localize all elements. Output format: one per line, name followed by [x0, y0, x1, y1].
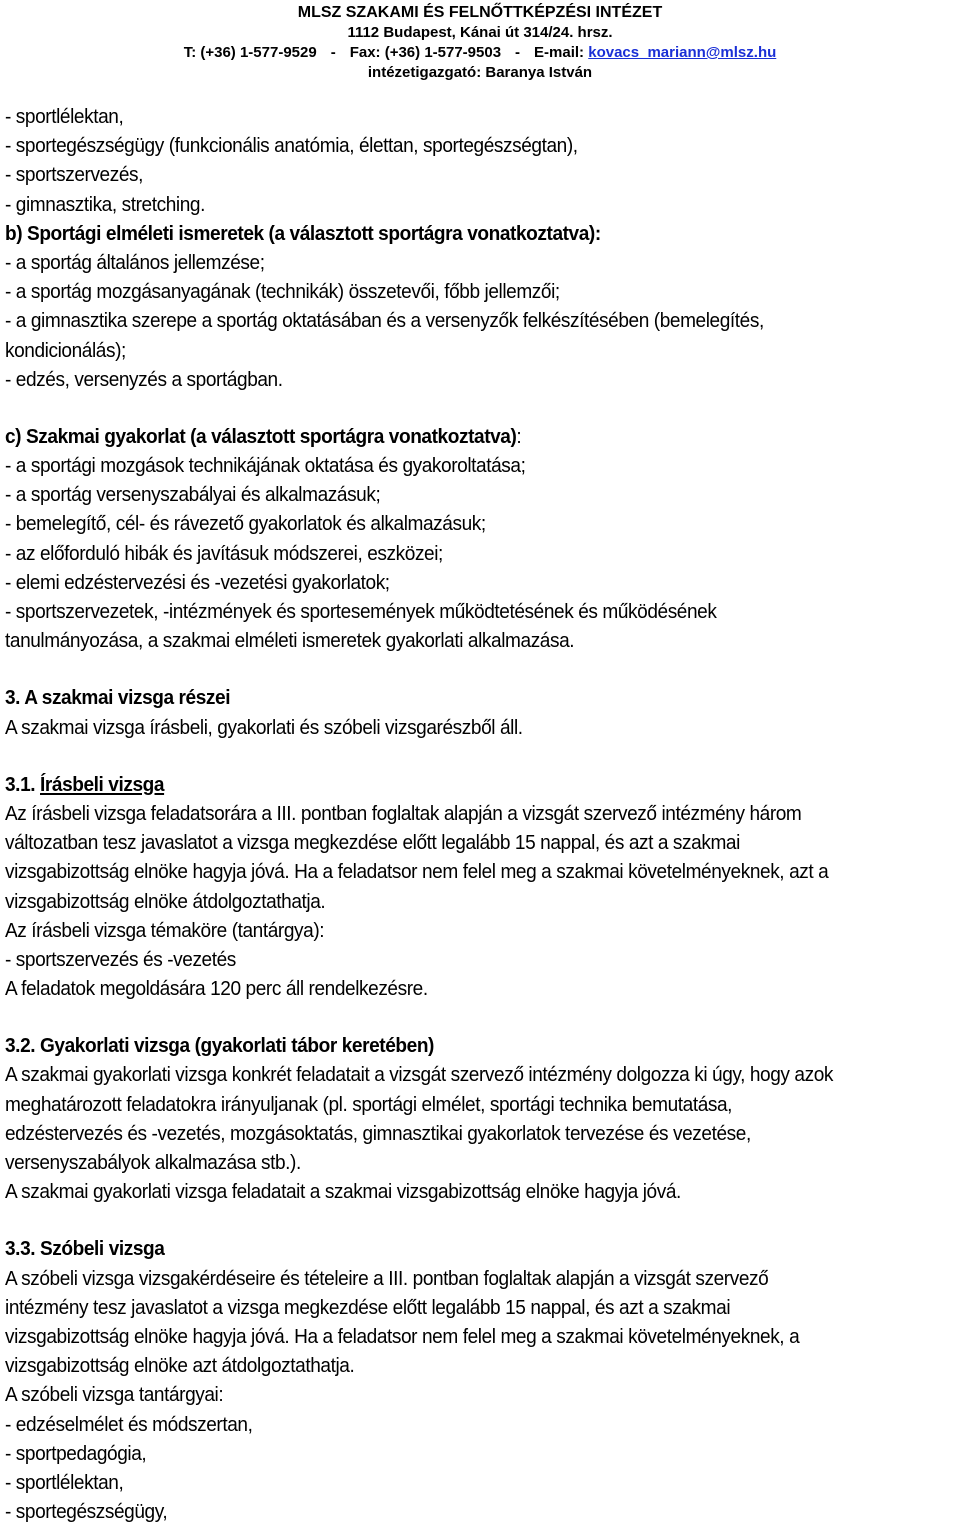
institution-address: 1112 Budapest, Kánai út 314/24. hrsz.	[347, 24, 613, 41]
paragraph-line: A szóbeli vizsga tantárgyai:	[5, 1383, 224, 1407]
list-item: - a sportág versenyszabályai és alkalmazásuk;	[5, 483, 381, 507]
section-heading: 3.2. Gyakorlati vizsga (gyakorlati tábor keretében)	[5, 1034, 434, 1058]
list-item: - sportlélektan,	[5, 105, 124, 128]
spacer	[5, 655, 893, 683]
section-heading-colon: :	[516, 424, 522, 448]
paragraph-line: vizsgabizottság elnöke hagyja jóvá. Ha a feladatsor nem felel meg a szakmai követelményeknek, azt a	[5, 860, 829, 884]
paragraph-line: változatban tesz javaslatot a vizsga megkezdése előtt legalább 15 nappal, és azt a szakmai	[5, 831, 740, 855]
phone-number: T: (+36) 1-577-9529	[183, 44, 317, 61]
list-item: - az előforduló hibák és javításuk módszerei, eszközei;	[5, 541, 443, 565]
list-item: - sportszervezés és -vezetés	[5, 947, 236, 971]
section-b	[5, 219, 893, 394]
list-item: - sportszervezés,	[5, 163, 144, 187]
section-3-3	[5, 1234, 893, 1526]
paragraph-line: vizsgabizottság elnöke átdolgoztathatja.	[5, 889, 326, 913]
spacer	[5, 394, 893, 422]
director-name: intézetigazgató: Baranya István	[367, 64, 593, 81]
section-heading	[5, 770, 893, 799]
section-c	[5, 422, 893, 656]
list-item-continuation: tanulmányozása, a szakmai elméleti ismeretek gyakorlati alkalmazása.	[5, 629, 575, 653]
list-a-end	[5, 102, 893, 219]
section-heading: 3. A szakmai vizsga részei	[5, 686, 231, 710]
paragraph-line: A szakmai vizsga írásbeli, gyakorlati és szóbeli vizsgarészből áll.	[5, 715, 523, 739]
list-item: - sportegészségügy (funkcionális anatómia, élettan, sportegészségtan),	[5, 134, 578, 158]
list-item: - a sportág általános jellemzése;	[5, 250, 265, 274]
paragraph-line: A szakmai gyakorlati vizsga konkrét feladatait a vizsgát szervező intézmény dolgozza ki úgy, hogy azok	[5, 1063, 834, 1087]
paragraph-line: A szakmai gyakorlati vizsga feladatait a szakmai vizsgabizottság elnöke hagyja jóvá.	[5, 1180, 681, 1204]
contact-separator: -	[515, 44, 521, 61]
list-item: - a gimnasztika szerepe a sportág oktatásában és a versenyzők felkészítésében (bemelegítés,	[5, 309, 764, 333]
contact-separator: -	[330, 44, 336, 61]
section-3-2	[5, 1031, 893, 1206]
section-heading-text: c) Szakmai gyakorlat (a választott sportágra vonatkoztatva)	[5, 424, 517, 448]
spacer	[5, 1206, 893, 1234]
list-item-continuation: kondicionálás);	[5, 338, 126, 362]
email-link[interactable]: kovacs_mariann@mlsz.hu	[588, 44, 777, 61]
paragraph-line: Az írásbeli vizsga feladatsorára a III. pontban foglaltak alapján a vizsgát szervező intézmény három	[5, 801, 802, 825]
list-item: - sportegészségügy,	[5, 1500, 168, 1524]
document-body	[5, 102, 893, 1526]
list-item: - gimnasztika, stretching.	[5, 192, 205, 216]
paragraph-line: Az írásbeli vizsga témaköre (tantárgya):	[5, 918, 325, 942]
paragraph-line: edzéstervezés és -vezetés, mozgásoktatás, gimnasztikai gyakorlatok tervezése és vezetése,	[5, 1121, 751, 1145]
paragraph-line: A szóbeli vizsga vizsgakérdéseire és tételeire a III. pontban foglaltak alapján a vizsgát szervező	[5, 1266, 769, 1290]
spacer	[5, 742, 893, 770]
paragraph-line: A feladatok megoldására 120 perc áll rendelkezésre.	[5, 977, 428, 1001]
paragraph-line: intézmény tesz javaslatot a vizsga megkezdése előtt legalább 15 nappal, és azt a szakmai	[5, 1295, 731, 1319]
list-item: - sportpedagógia,	[5, 1441, 147, 1465]
list-item: - sportszervezetek, -intézmények és sportesemények működtetésének és működésének	[5, 600, 717, 623]
contact-line	[0, 43, 960, 63]
paragraph-line: versenyszabályok alkalmazása stb.).	[5, 1151, 301, 1174]
section-heading: 3.3. Szóbeli vizsga	[5, 1237, 165, 1261]
list-item: - edzés, versenyzés a sportágban.	[5, 367, 283, 391]
section-number: 3.1.	[5, 772, 41, 796]
list-item: - edzéselmélet és módszertan,	[5, 1412, 253, 1436]
email-label: E-mail:	[534, 44, 585, 61]
list-item: - sportlélektan,	[5, 1470, 124, 1494]
letterhead	[0, 0, 960, 83]
section-3-1	[5, 770, 893, 1004]
section-heading: b) Sportági elméleti ismeretek (a választott sportágra vonatkoztatva):	[5, 221, 601, 245]
fax-number: Fax: (+36) 1-577-9503	[349, 44, 502, 61]
section-heading	[5, 422, 893, 451]
list-item: - a sportági mozgások technikájának oktatása és gyakoroltatása;	[5, 454, 526, 478]
list-item: - elemi edzéstervezési és -vezetési gyakorlatok;	[5, 570, 390, 594]
list-item: - a sportág mozgásanyagának (technikák) összetevői, főbb jellemzői;	[5, 280, 560, 304]
paragraph-line: meghatározott feladatokra irányuljanak (pl. sportági elmélet, sportági technika bemutatása,	[5, 1092, 733, 1116]
section-title: Írásbeli vizsga	[40, 772, 165, 796]
institution-name: MLSZ SZAKAMI ÉS FELNŐTTKÉPZÉSI INTÉZET	[297, 4, 663, 21]
section-3	[5, 683, 893, 741]
spacer	[5, 1003, 893, 1031]
paragraph-line: vizsgabizottság elnöke hagyja jóvá. Ha a feladatsor nem felel meg a szakmai követelményeknek, a	[5, 1324, 800, 1348]
paragraph-line: vizsgabizottság elnöke azt átdolgoztathatja.	[5, 1354, 355, 1378]
list-item: - bemelegítő, cél- és rávezető gyakorlatok és alkalmazásuk;	[5, 512, 486, 536]
